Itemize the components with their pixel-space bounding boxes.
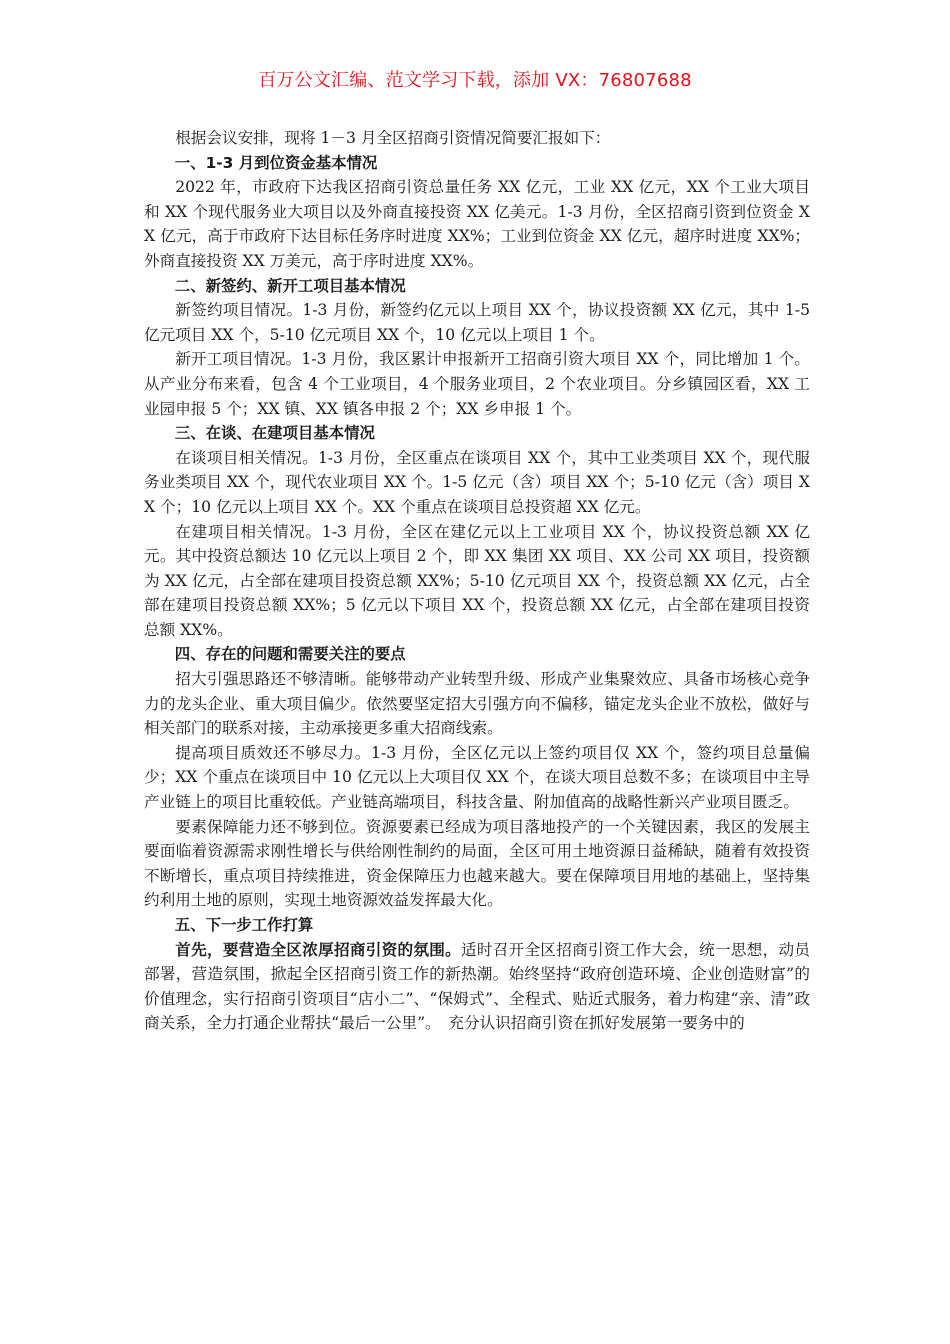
section-1-heading: 一、1-3 月到位资金基本情况 [174,153,378,172]
section-5-paragraph-1-body: 适时召开全区招商引资工作大会，统一思想，动员 部署，营造氛围，掀起全区招商引资工作的新热潮。始终坚持“政府创造环境、企业创造财富”的价值理念，实行招商引资项目“店小二”、“保姆式”、全程式、贴近式服务，着力构建“亲、清”政商关系，全力打通企业帮扶“最后一公里”。 充分认识招商引资在抓好发展第一要务中的 [144,940,826,1033]
section-5-heading: 五、下一步工作打算 [174,916,314,934]
document-body [144,126,826,1036]
intro-paragraph: 根据会议安排，现将 1－3 月全区招商引资情况简要汇报如下： [175,129,611,147]
section-4-paragraph-2: 提高项目质效还不够尽力。1-3 月份，全区亿元以上签约项目仅 XX 个，签约项目总量偏少；XX 个重点在谈项目中 10 亿元以上大项目仅 XX 个，在谈大项目总数不多；在谈项目中主导产业链上的项目比重较低。产业链高端项目，科技含量、附加值高的战略性新兴产业项目匮乏。 [144,743,811,812]
section-3-heading: 三、在谈、在建项目基本情况 [174,424,375,443]
watermark-banner: 百万公文汇编、范文学习下载，添加 VX：76807688 [258,70,692,91]
section-5-paragraph-1 [144,938,826,1036]
section-3-paragraph-2: 在建项目相关情况。1-3 月份，全区在建亿元以上工业项目 XX 个，协议投资总额 XX 亿元。其中投资总额达 10 亿元以上项目 2 个，即 XX 集团 XX 项目、XX 公司 XX 项目，投资额为 XX 亿元，占全部在建项目投资总额 XX%；5-10 亿元项目 XX 个，投资总额 XX 亿元，占全部在建项目投资总额 XX%；5 亿元以下项目 XX 个，投资总额 XX 亿元，占全部在建项目投资总额 XX%。 [144,522,810,639]
section-5-paragraph-1-lead: 首先，要营造全区浓厚招商引资的氛围。 [175,940,461,959]
section-2-paragraph-2: 新开工项目情况。1-3 月份，我区累计申报新开工招商引资大项目 XX 个，同比增加 1 个。从产业分布来看，包含 4 个工业项目，4 个服务业项目，2 个农业项目。分乡镇园区看，XX 工业园申报 5 个；XX 镇、XX 镇各申报 2 个；XX 乡申报 1 个。 [144,350,810,418]
section-2-heading: 二、新签约、新开工项目基本情况 [174,276,406,295]
section-1-paragraph-1: 2022 年，市政府下达我区招商引资总量任务 XX 亿元，工业 XX 亿元，XX 个工业大项目和 XX 个现代服务业大项目以及外商直接投资 XX 亿美元。1-3 月份，全区招商引资到位资金 XX 亿元，高于市政府下达目标任务序时进度 XX%；工业到位资金 XX 亿元，超序时进度 XX%；外商直接投资 XX 万美元，高于序时进度 XX%。 [144,178,810,270]
section-2-paragraph-1: 新签约项目情况。1-3 月份，新签约亿元以上项目 XX 个，协议投资额 XX 亿元，其中 1-5 亿元项目 XX 个，5-10 亿元项目 XX 个，10 亿元以上项目 1 个。 [144,301,810,344]
section-3-paragraph-1: 在谈项目相关情况。1-3 月份，全区重点在谈项目 XX 个，其中工业类项目 XX 个，现代服务业类项目 XX 个，现代农业项目 XX 个。1-5 亿元（含）项目 XX 个；5-10 亿元（含）项目 XX 个；10 亿元以上项目 XX 个。XX 个重点在谈项目总投资超 XX 亿元。 [144,448,810,516]
section-4-paragraph-3: 要素保障能力还不够到位。资源要素已经成为项目落地投产的一个关键因素，我区的发展主要面临着资源需求刚性增长与供给刚性制约的局面，全区可用土地资源日益稀缺，随着有效投资不断增长，重点项目持续推进，资金保障压力也越来越大。要在保障项目用地的基础上，坚持集约利用土地的原则，实现土地资源效益发挥最大化。 [144,817,810,910]
section-4-heading: 四、存在的问题和需要关注的要点 [174,645,406,664]
section-4-paragraph-1: 招大引强思路还不够清晰。能够带动产业转型升级、形成产业集聚效应、具备市场核心竞争力的龙头企业、重大项目偏少。依然要坚定招大引强方向不偏移，锚定龙头企业不放松，做好与相关部门的联系对接，主动承接更多重大招商线索。 [144,670,810,738]
